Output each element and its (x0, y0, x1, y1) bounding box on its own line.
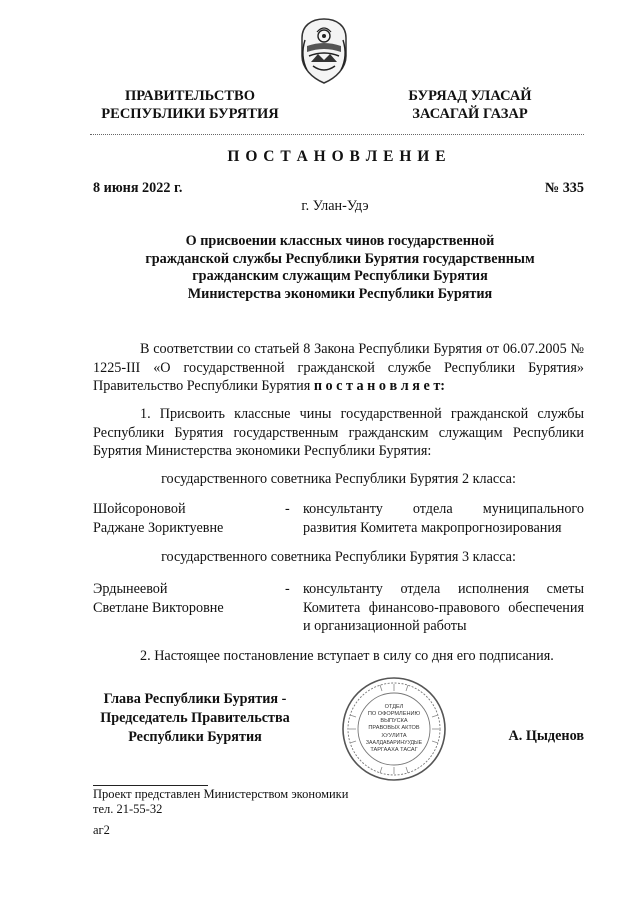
header-left-line2: РЕСПУБЛИКИ БУРЯТИЯ (101, 106, 279, 122)
document-date: 8 июня 2022 г. (93, 180, 183, 196)
document-number: № 335 (544, 180, 584, 196)
title-line: гражданской службы Республики Бурятия государственным (145, 250, 535, 267)
header-left (60, 87, 320, 123)
buryatia-coat-of-arms-icon (293, 16, 355, 86)
signatory-title-line3: Республики Бурятия (128, 729, 262, 745)
item-1-paragraph: 1. Присвоить классные чины государственной гражданской службы Республики Бурятия государственным гражданским служащим Республики Бурятия Министерства экономики Республики Бурятия: (93, 406, 584, 459)
signatory-title-line1: Глава Республики Бурятия - (103, 691, 287, 707)
title-line: О присвоении классных чинов государственной (185, 233, 495, 249)
seal-line: ЗААЛДАБАРИНУУДЫЕ (365, 740, 423, 746)
official-seal-stamp (340, 675, 448, 783)
person-1-dash: - (285, 501, 290, 517)
person-1-given-names: Раджане Зориктуевне (93, 519, 224, 536)
item-2-paragraph: 2. Настоящее постановление вступает в силу со дня его подписания. (140, 648, 554, 664)
footer-code: аг2 (93, 823, 110, 837)
rank-heading-3: государственного советника Республики Бурятия 3 класса: (161, 549, 516, 565)
preamble-emphasis: п о с т а н о в л я е т: (313, 378, 446, 394)
header-right-line1: БУРЯАД УЛАСАЙ (408, 88, 532, 104)
coat-of-arms-emblem (293, 16, 355, 86)
person-2-name (93, 580, 283, 617)
document-type: П О С Т А Н О В Л Е Н И Е (227, 148, 447, 165)
person-1-surname: Шойсороновой (93, 501, 186, 517)
seal-line: ТАРГААХА ТАСАГ (370, 747, 418, 753)
signatory-name: А. Цыденов (508, 728, 584, 744)
person-1-position: консультанту отдела муниципального развития Комитета макропрогнозирования (303, 501, 584, 536)
seal-line: ПО ОФОРМЛЕНИЮ (367, 711, 421, 717)
footer-divider (93, 785, 208, 786)
seal-line: ХУУЛИТА (381, 733, 407, 739)
person-2-given-names: Светлане Викторовне (93, 599, 224, 616)
person-2-surname: Эрдынеевой (93, 581, 168, 597)
document-title (110, 233, 570, 303)
preamble-paragraph (93, 340, 584, 396)
person-2-dash: - (285, 581, 290, 597)
header-right-line2: ЗАСАГАЙ ГАЗАР (412, 106, 528, 122)
seal-line: ВЫПУСКА (380, 718, 408, 724)
signatory-title-line2: Председатель Правительства (100, 710, 290, 726)
footer-note (93, 787, 348, 817)
title-line: Министерства экономики Республики Бурятия (187, 285, 493, 302)
header-right (360, 87, 580, 123)
person-1-name (93, 500, 283, 537)
preamble-text: В соответствии со статьей 8 Закона Республики Бурятия от 06.07.2005 № 1225-III «О государственной гражданской службе Республики Бурятия» Правительство Республики Бурятия (93, 341, 584, 394)
header-divider (90, 134, 584, 135)
footer-submitter: Проект представлен Министерством экономики (93, 787, 349, 801)
seal-line: ОТДЕЛ (384, 704, 404, 710)
title-line: гражданским служащим Республики Бурятия (192, 268, 488, 284)
signatory-title (90, 690, 300, 747)
rank-heading-2: государственного советника Республики Бурятия 2 класса: (161, 471, 516, 487)
header-left-line1: ПРАВИТЕЛЬСТВО (125, 88, 255, 104)
seal-line: ПРАВОВЫХ АКТОВ (368, 725, 420, 731)
person-2-position: консультанту отдела исполнения сметы Комитета финансово-правового обеспечения и организационной работы (303, 581, 584, 634)
document-city: г. Улан-Удэ (301, 198, 369, 214)
footer-phone: тел. 21-55-32 (93, 802, 163, 816)
